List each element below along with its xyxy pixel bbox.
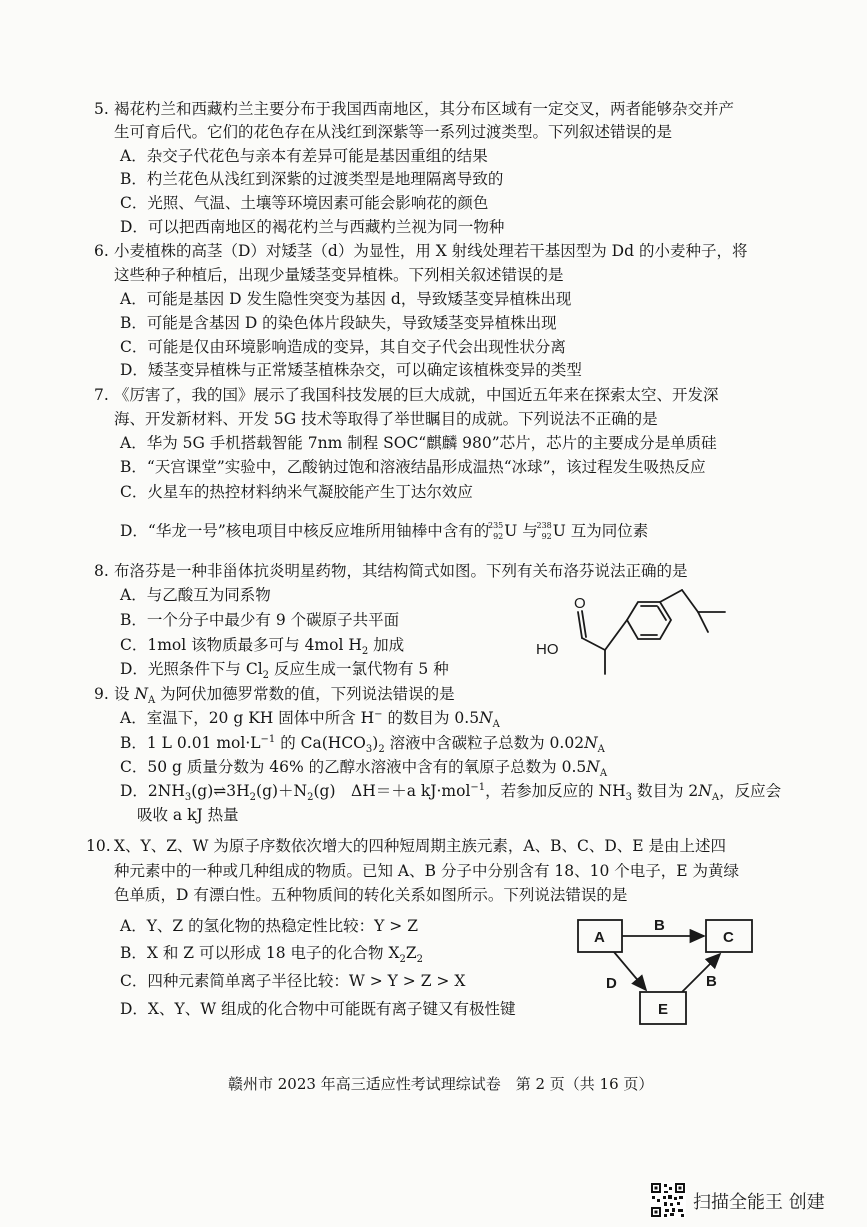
q7-option-b: B．“天宫课堂”实验中，乙酸钠过饱和溶液结晶形成温热“冰球”，该过程发生吸热反应 — [120, 458, 706, 476]
hydroxyl-label: HO — [536, 641, 559, 658]
q7-option-d — [120, 520, 648, 542]
q7-option-d-text-mid: U 与 — [504, 522, 538, 540]
page-footer: 赣州市 2023 年高三适应性考试理综试卷 第 2 页（共 16 页） — [228, 1075, 654, 1093]
q6-number: 6. — [94, 242, 109, 260]
q6-option-b: B．可能是含基因 D 的染色体片段缺失，导致矮茎变异植株出现 — [120, 314, 557, 332]
q5-option-c: C．光照、气温、土壤等环境因素可能会影响花的颜色 — [120, 194, 489, 212]
q7-stem-line1: 《厉害了，我的国》展示了我国科技发展的巨大成就，中国近五年来在探索太空、开发深 — [114, 386, 719, 404]
uranium-235-isotope: 235 92 — [488, 521, 504, 541]
ibuprofen-structure-diagram — [520, 586, 760, 686]
q10-option-b: B．X 和 Z 可以形成 18 电子的化合物 $X_2Z_2$ — [120, 944, 424, 966]
uranium-238-isotope: 238 92 — [536, 521, 552, 541]
q7-option-d-text-post: U 互为同位素 — [552, 522, 649, 540]
transformation-diagram — [570, 906, 770, 1036]
edge-a-c-label: B — [654, 917, 665, 934]
q10-option-a: A．Y、Z 的氢化物的热稳定性比较：Y > Z — [120, 917, 418, 935]
q8-option-a: A．与乙酸互为同系物 — [120, 586, 271, 604]
q6-option-a: A．可能是基因 D 发生隐性突变为基因 d，导致矮茎变异植株出现 — [120, 290, 572, 308]
node-c-label: C — [723, 929, 734, 946]
scanner-watermark — [650, 1180, 855, 1220]
q5-option-d: D．可以把西南地区的褐花杓兰与西藏杓兰视为同一物种 — [120, 218, 505, 236]
q10-number: 10. — [86, 837, 111, 855]
q9-option-d: D．$2NH_3(g)\rightleftharpoons 3H_2(g)+N_2(g)$ ΔH＝＋a kJ·mol$^{-1}$，若参加反应的 $NH_3$ 数目为 $2N_A$，反应会 — [120, 781, 782, 804]
q8-option-d: D．光照条件下与 $Cl_2$ 反应生成一氯代物有 5 种 — [120, 660, 449, 682]
q5-option-b: B．杓兰花色从浅红到深紫的过渡类型是地理隔离导致的 — [120, 170, 504, 188]
node-e-label: E — [658, 1001, 669, 1018]
q7-number: 7. — [94, 386, 109, 404]
q6-option-d: D．矮茎变异植株与正常矮茎植株杂交，可以确定该植株变异的类型 — [120, 361, 582, 379]
arrow-a-to-e — [614, 952, 646, 990]
q10-option-d: D．X、Y、W 组成的化合物中可能既有离子键又有极性键 — [120, 1000, 516, 1018]
edge-a-e-label: D — [606, 975, 617, 992]
q8-option-c: C．1mol 该物质最多可与 4mol $H_2$ 加成 — [120, 636, 405, 658]
q6-option-c: C．可能是仅由环境影响造成的变异，其自交子代会出现性状分离 — [120, 338, 566, 356]
q10-stem-line2: 种元素中的一种或几种组成的物质。已知 A、B 分子中分别含有 18、10 个电子，E 为黄绿 — [114, 862, 739, 880]
q5-stem-line2: 生可育后代。它们的花色存在从浅红到深紫等一系列过渡类型。下列叙述错误的是 — [114, 123, 673, 141]
node-a-label: A — [594, 929, 605, 946]
q5-stem-line1: 褐花杓兰和西藏杓兰主要分布于我国西南地区，其分布区域有一定交叉，两者能够杂交并产 — [114, 100, 735, 118]
carbonyl-oxygen-label: O — [574, 595, 586, 612]
q9-option-d-line2: 吸收 a kJ 热量 — [137, 806, 239, 824]
q5-number: 5. — [94, 100, 109, 118]
q10-stem-line1: X、Y、Z、W 为原子序数依次增大的四种短周期主族元素，A、B、C、D、E 是由上述四 — [114, 837, 727, 855]
q10-option-c: C．四种元素简单离子半径比较：W > Y > Z > X — [120, 972, 466, 990]
q8-option-b: B．一个分子中最少有 9 个碳原子共平面 — [120, 611, 400, 629]
q6-stem-line1: 小麦植株的高茎（D）对矮茎（d）为显性，用 X 射线处理若干基因型为 Dd 的小麦种子，将 — [114, 242, 748, 260]
watermark-text: 扫描全能王 创建 — [693, 1192, 825, 1213]
q9-number: 9. — [94, 685, 109, 703]
q7-stem-line2: 海、开发新材料、开发 5G 技术等取得了举世瞩目的成就。下列说法不正确的是 — [114, 410, 658, 428]
q8-stem: 布洛芬是一种非甾体抗炎明星药物，其结构简式如图。下列有关布洛芬说法正确的是 — [114, 562, 688, 580]
q9-stem: 设 $N_A$ 为阿伏加德罗常数的值，下列说法错误的是 — [114, 685, 455, 707]
edge-e-c-label: B — [706, 973, 717, 990]
q9-option-b: B．1 L 0.01 $mol\cdot L^{-1}$ 的 $Ca(HCO_3)_2$ 溶液中含碳粒子总数为 $0.02N_A$ — [120, 733, 605, 756]
q7-option-c: C．火星车的热控材料纳米气凝胶能产生丁达尔效应 — [120, 483, 473, 501]
q7-option-a: A．华为 5G 手机搭载智能 7nm 制程 SOC“麒麟 980”芯片，芯片的主要成分是单质硅 — [120, 434, 717, 452]
q8-number: 8. — [94, 562, 109, 580]
q6-stem-line2: 这些种子种植后，出现少量矮茎变异植株。下列相关叙述错误的是 — [114, 266, 564, 284]
q10-stem-line3: 色单质，D 有漂白性。五种物质间的转化关系如图所示。下列说法错误的是 — [114, 886, 628, 904]
qr-code-icon — [650, 1182, 686, 1218]
q7-option-d-text-pre: D．“华龙一号”核电项目中核反应堆所用铀棒中含有的 — [120, 522, 490, 540]
q5-option-a: A．杂交子代花色与亲本有差异可能是基因重组的结果 — [120, 147, 488, 165]
q9-option-c: C．50 g 质量分数为 46% 的乙醇水溶液中含有的氧原子总数为 $0.5N_A$ — [120, 758, 608, 780]
q9-option-a: A．室温下，20 g KH 固体中所含 H− 的数目为 $0.5N_A$ — [120, 708, 500, 731]
